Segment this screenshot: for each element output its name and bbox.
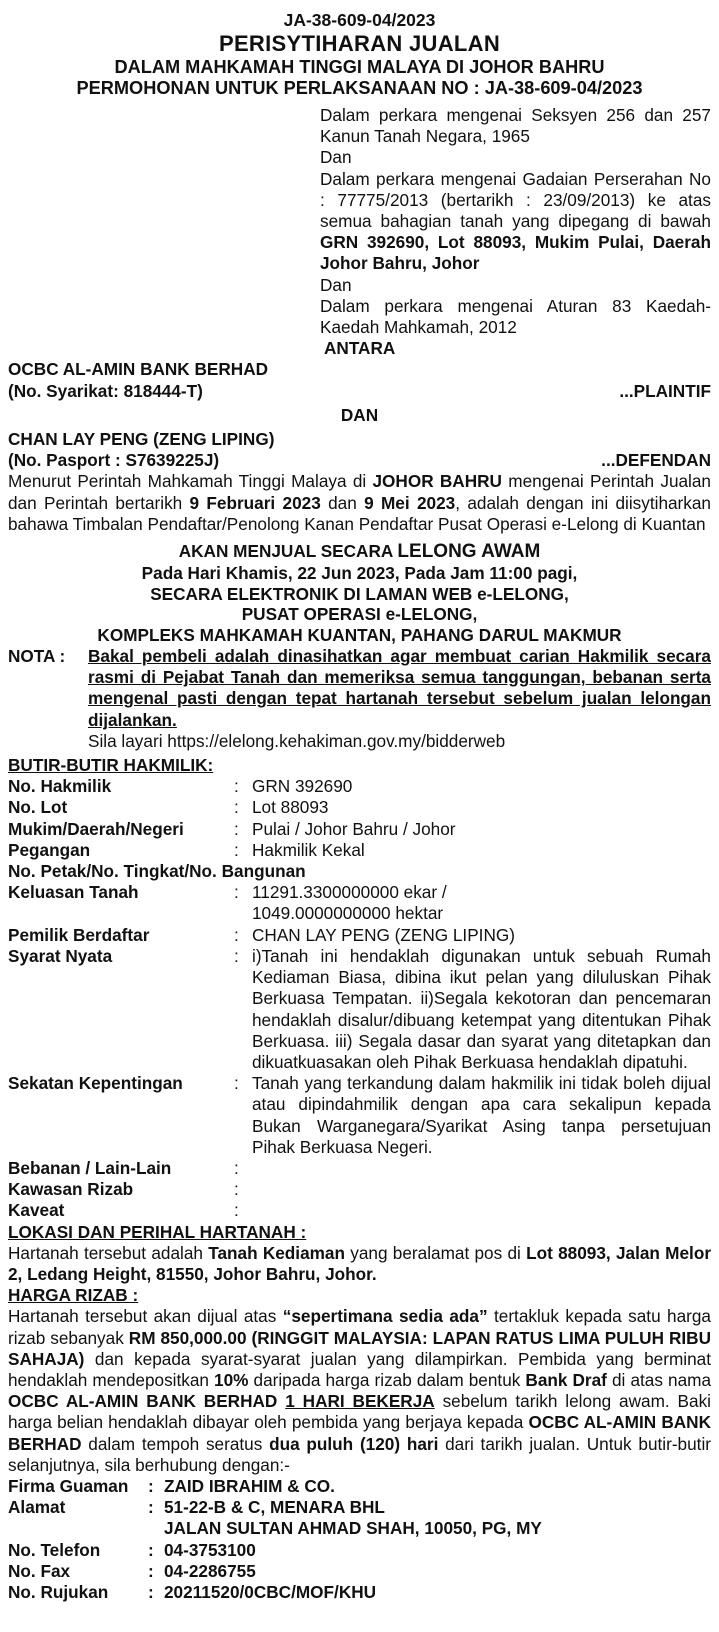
- detail-row-petak: No. Petak/No. Tingkat/No. Bangunan: [8, 861, 306, 882]
- matter-dan-2: Dan: [320, 274, 352, 295]
- document-header: [8, 10, 711, 99]
- detail-row-hakmilik: No. Hakmilik : GRN 392690: [8, 776, 353, 797]
- detail-row-pegangan: Pegangan : Hakmilik Kekal: [8, 839, 365, 860]
- matter-line-2: Dalam perkara mengenai Gadaian Perserahan No : 77775/2013 (bertarikh : 23/09/2013) ke atas semua bahagian tanah yang dipegang di bawah GRN 392690, Lot 88093, Mukim Pulai, Daerah Johor Bahru, Johor: [320, 168, 711, 274]
- location-paragraph: Hartanah tersebut adalah Tanah Kediaman yang beralamat pos di Lot 88093, Jalan Melor 2, Ledang Height, 81550, Johor Bahru, Johor.: [8, 1242, 712, 1284]
- location-heading: LOKASI DAN PERIHAL HARTANAH :: [8, 1221, 307, 1242]
- defendant-passport: (No. Pasport : S7639225J): [8, 450, 220, 471]
- parties-block: [8, 359, 711, 471]
- title-details-table: [8, 776, 711, 1221]
- auction-block: [8, 541, 711, 646]
- matter-block: [320, 105, 711, 338]
- matter-line-1: Dalam perkara mengenai Seksyen 256 dan 257 Kanun Tanah Negara, 1965: [320, 105, 711, 147]
- auction-date-line: Pada Hari Khamis, 22 Jun 2023, Pada Jam 11:00 pagi,: [141, 562, 578, 583]
- contact-row-phone: No. Telefon : 04-3753100: [8, 1539, 256, 1560]
- plaintiff-role: ...PLAINTIF: [619, 380, 711, 401]
- title-details-heading: BUTIR-BUTIR HAKMILIK:: [8, 755, 214, 776]
- bidder-web-link[interactable]: Sila layari https://elelong.kehakiman.gov.my/bidderweb: [88, 730, 506, 751]
- detail-row-kawasan: Kawasan Rizab :: [8, 1179, 239, 1200]
- antara-label: ANTARA: [324, 338, 396, 359]
- detail-row-sekatan: Sekatan Kepentingan : Tanah yang terkandung dalam hakmilik ini tidak boleh dijual atau dipindahmilik dengan apa cara sekalipun kepada Bukan Warganegara/Syarikat Asing tanpa persetujuan Pihak Berkuasa Negeri.: [8, 1073, 711, 1157]
- nota-text: Bakal pembeli adalah dinasihatkan agar membuat carian Hakmilik secara rasmi di Pejabat Tanah dan memeriksa semua tanggungan, bebanan serta mengenal pasti dengan tepat hartanah tersebut sebelum jualan lelongan dijalankan.: [88, 646, 711, 730]
- application-number: PERMOHONAN UNTUK PERLAKSANAAN NO : JA-38-609-04/2023: [76, 78, 643, 98]
- auction-line-1: AKAN MENJUAL SECARA LELONG AWAM: [178, 541, 541, 563]
- contact-row-fax: No. Fax : 04-2286755: [8, 1560, 256, 1581]
- detail-row-bebanan: Bebanan / Lain-Lain :: [8, 1157, 239, 1178]
- defendant-name: CHAN LAY PENG (ZENG LIPING): [8, 429, 275, 450]
- detail-row-lot: No. Lot : Lot 88093: [8, 797, 329, 818]
- detail-row-mukim: Mukim/Daerah/Negeri : Pulai / Johor Bahru / Johor: [8, 818, 456, 839]
- auction-complex-line: KOMPLEKS MAHKAMAH KUANTAN, PAHANG DARUL MAKMUR: [97, 625, 622, 646]
- detail-row-keluasan: Keluasan Tanah : 11291.3300000000 ekar / 1049.0000000000 hektar: [8, 882, 447, 924]
- auction-electronic-line: SECARA ELEKTRONIK DI LAMAN WEB e-LELONG,: [150, 583, 569, 604]
- plaintiff-name: OCBC AL-AMIN BANK BERHAD: [8, 359, 269, 380]
- plaintiff-row: [8, 381, 711, 402]
- reserve-price-paragraph: Hartanah tersebut akan dijual atas “sepertimana sedia ada” tertakluk kepada satu harga rizab sebanyak RM 850,000.00 (RINGGIT MALAYSIA: LAPAN RATUS LIMA PULUH RIBU SAHAJA) dan kepada syarat-syarat jualan yang dilampirkan. Pembida yang berminat hendaklah mendepositkan 10% daripada harga rizab dalam bentuk Bank Draf di atas nama OCBC AL-AMIN BANK BERHAD 1 HARI BEKERJA sebelum tarikh lelong awam. Baki harga belian hendaklah dibayar oleh pembida yang berjaya kepada OCBC AL-AMIN BANK BERHAD dalam tempoh seratus dua puluh (120) hari dari tarikh jualan. Untuk butir-butir selanjutnya, sila berhubung dengan:-: [8, 1306, 712, 1475]
- nota-label: NOTA :: [8, 646, 66, 667]
- matter-line-3: Dalam perkara mengenai Aturan 83 Kaedah-Kaedah Mahkamah, 2012: [320, 295, 711, 338]
- matter-dan-1: Dan: [320, 147, 352, 168]
- nota-block: [8, 646, 711, 752]
- contact-row-address: Alamat : 51-22-B & C, MENARA BHL JALAN SULTAN AHMAD SHAH, 10050, PG, MY: [8, 1497, 542, 1539]
- detail-row-kaveat: Kaveat :: [8, 1200, 239, 1221]
- detail-row-pemilik: Pemilik Berdaftar : CHAN LAY PENG (ZENG LIPING): [8, 924, 515, 945]
- reserve-price-heading: HARGA RIZAB :: [8, 1285, 139, 1306]
- document-title: PERISYTIHARAN JUALAN: [218, 31, 501, 56]
- dan-separator: DAN: [340, 404, 379, 425]
- case-number: JA-38-609-04/2023: [283, 10, 436, 30]
- detail-row-syarat: Syarat Nyata : i)Tanah ini hendaklah digunakan untuk sebuah Rumah Kediaman Biasa, dibina ikut pelan yang diluluskan Pihak Berkuasa Tempatan. ii)Segala kekotoran dan pencemaran hendaklah disalur/dibuang ketempat yang ditentukan Pihak Berkuasa. iii) Segala dasar dan syarat yang ditetapkan dan dikuatkuasakan oleh Pihak Berkuasa hendaklah dipatuhi.: [8, 945, 711, 1072]
- contact-row-reference: No. Rujukan : 20211520/0CBC/MOF/KHU: [8, 1581, 377, 1602]
- defendant-role: ...DEFENDAN: [601, 450, 711, 471]
- order-paragraph: Menurut Perintah Mahkamah Tinggi Malaya di JOHOR BAHRU mengenai Perintah Jualan dan Perintah bertarikh 9 Februari 2023 dan 9 Mei 2023, adalah dengan ini diisytiharkan bahawa Timbalan Pendaftar/Penolong Kanan Pendaftar Pusat Operasi e-Lelong di Kuantan: [8, 471, 711, 534]
- defendant-row: [8, 450, 711, 471]
- auction-centre-line: PUSAT OPERASI e-LELONG,: [241, 604, 478, 625]
- court-name: DALAM MAHKAMAH TINGGI MALAYA DI JOHOR BAHRU: [114, 57, 605, 77]
- plaintiff-reg-no: (No. Syarikat: 818444-T): [8, 380, 203, 401]
- contact-table: [8, 1476, 711, 1603]
- contact-row-firm: Firma Guaman : ZAID IBRAHIM & CO.: [8, 1475, 335, 1496]
